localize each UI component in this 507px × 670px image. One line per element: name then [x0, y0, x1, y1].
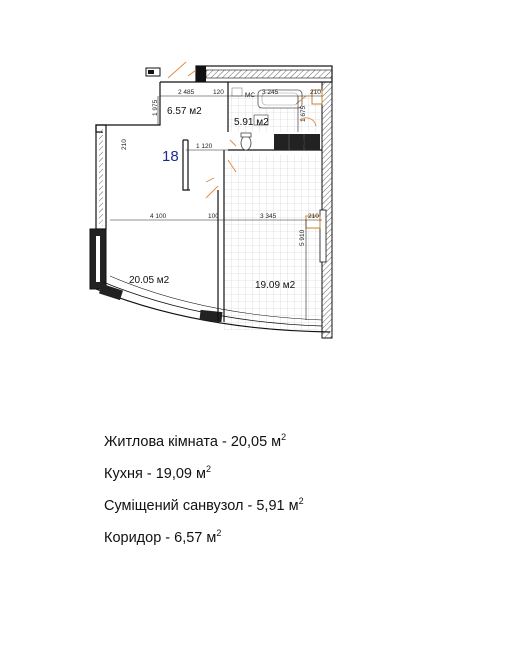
dim-1675: 1 675 — [300, 105, 307, 122]
legend-sup: 2 — [216, 528, 222, 538]
legend-text: Суміщений санвузол - 5,91 м — [104, 498, 299, 514]
dim-3245: 3 245 — [262, 89, 279, 96]
legend-item-bathroom — [104, 488, 444, 520]
fixture-label: МС — [245, 92, 256, 99]
kitchen-tile-floor — [224, 155, 326, 330]
dim-1975: 1 975 — [152, 99, 159, 116]
dim-640: 640 — [300, 137, 307, 148]
dim-210-top: 210 — [310, 89, 321, 96]
dim-210-right: 210 — [308, 213, 319, 220]
legend-sup: 2 — [205, 464, 211, 474]
legend-sup: 2 — [298, 496, 304, 506]
legend-text: Житлова кімната - 20,05 м — [104, 434, 282, 450]
dim-120: 120 — [213, 89, 224, 96]
legend-sup: 2 — [281, 432, 287, 442]
room-area-living: 20.05 м2 — [129, 275, 170, 286]
area-legend — [104, 424, 444, 552]
dim-2485: 2 485 — [178, 89, 195, 96]
legend-text: Коридор - 6,57 м — [104, 530, 217, 546]
dim-4100: 4 100 — [150, 213, 167, 220]
room-area-bathroom: 5.91 м2 — [234, 117, 269, 128]
dim-1120: 1 120 — [196, 143, 213, 150]
toilet-icon — [241, 136, 251, 150]
dim-3345: 3 345 — [260, 213, 277, 220]
legend-item-corridor — [104, 520, 444, 552]
legend-item-living — [104, 424, 444, 456]
right-wall — [320, 82, 332, 338]
apartment-number: 18 — [162, 148, 179, 165]
dim-210-left: 210 — [121, 139, 128, 150]
corridor-walls — [96, 82, 196, 190]
left-wall — [90, 125, 106, 289]
partition-wall — [218, 150, 224, 322]
dim-100: 100 — [208, 213, 219, 220]
top-wall — [196, 66, 332, 82]
window-pier-left — [99, 284, 123, 300]
dim-5910: 5 910 — [299, 229, 306, 246]
room-area-kitchen: 19.09 м2 — [255, 280, 296, 291]
washing-machine-icon — [274, 134, 320, 150]
legend-item-kitchen — [104, 456, 444, 488]
legend-text: Кухня - 19,09 м — [104, 466, 206, 482]
room-area-corridor: 6.57 м2 — [167, 106, 202, 117]
